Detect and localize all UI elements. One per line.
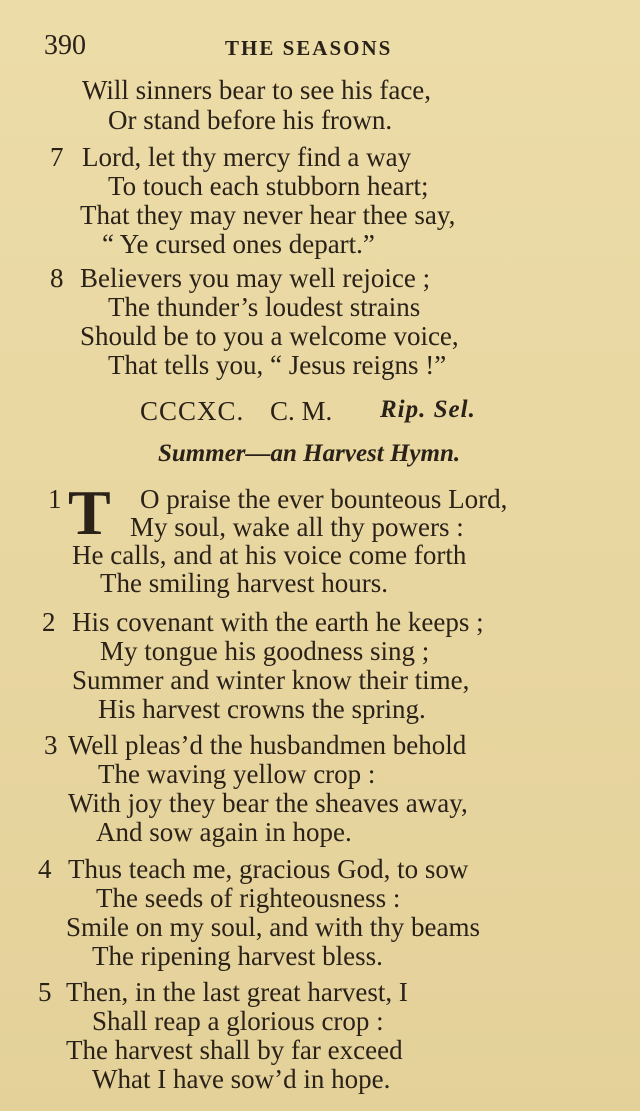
verse-line: Believers you may well rejoice ; [80,263,431,293]
verse-line: My soul, wake all thy powers : [130,512,464,542]
verse-number: 1 [48,484,62,514]
verse-number: 3 [44,730,58,760]
carryover-line: Or stand before his frown. [108,105,393,135]
verse-line: The smiling harvest hours. [100,568,388,598]
verse-line: The seeds of righteousness : [96,883,401,913]
verse-number: 8 [50,263,64,293]
hymn-title: Summer—an Harvest Hymn. [158,440,461,467]
running-title: THE SEASONS [225,36,393,60]
verse-line: Lord, let thy mercy find a way [82,142,412,172]
verse-line: The ripening harvest bless. [92,941,383,971]
verse-number: 2 [42,607,56,637]
verse-number: 5 [38,977,52,1007]
verse-line: Well pleas’d the husbandmen behold [68,730,467,760]
drop-cap: T [68,477,111,548]
verse-line: “ Ye cursed ones depart.” [102,229,375,259]
verse-line: The thunder’s loudest strains [108,292,421,322]
page-header [0,30,640,64]
verse-line: O praise the ever bounteous Lord, [140,484,508,514]
verse-line: With joy they bear the sheaves away, [68,788,468,818]
verse-line: And sow again in hope. [96,817,352,847]
verse-line: The waving yellow crop : [98,759,376,789]
verse-line: Thus teach me, gracious God, to sow [68,854,469,884]
verse-line: His harvest crowns the spring. [98,694,426,724]
verse-number: 7 [50,142,64,172]
verse-line: Smile on my soul, and with thy beams [66,912,480,942]
verse-line: That they may never hear thee say, [80,200,456,230]
verse-line: Summer and winter know their time, [72,665,470,695]
verse-line: Should be to you a welcome voice, [80,321,459,351]
verse-line: His covenant with the earth he keeps ; [72,607,484,637]
verse-line: My tongue his goodness sing ; [100,636,430,666]
page-number: 390 [44,30,86,61]
verse-line: To touch each stubborn heart; [108,171,429,201]
verse-line: He calls, and at his voice come forth [72,540,467,570]
verse-number: 4 [38,854,52,884]
hymn-number: CCCXC. [140,396,245,426]
hymn-source: Rip. Sel. [380,396,476,423]
verse-line: The harvest shall by far exceed [66,1035,403,1065]
verse-line: Then, in the last great harvest, I [66,977,408,1007]
verse-line: What I have sow’d in hope. [92,1064,391,1094]
verse-line: Shall reap a glorious crop : [92,1006,384,1036]
hymn-meter: C. M. [270,396,333,426]
carryover-line: Will sinners bear to see his face, [82,75,432,105]
verse-line: That tells you, “ Jesus reigns !” [108,350,447,380]
